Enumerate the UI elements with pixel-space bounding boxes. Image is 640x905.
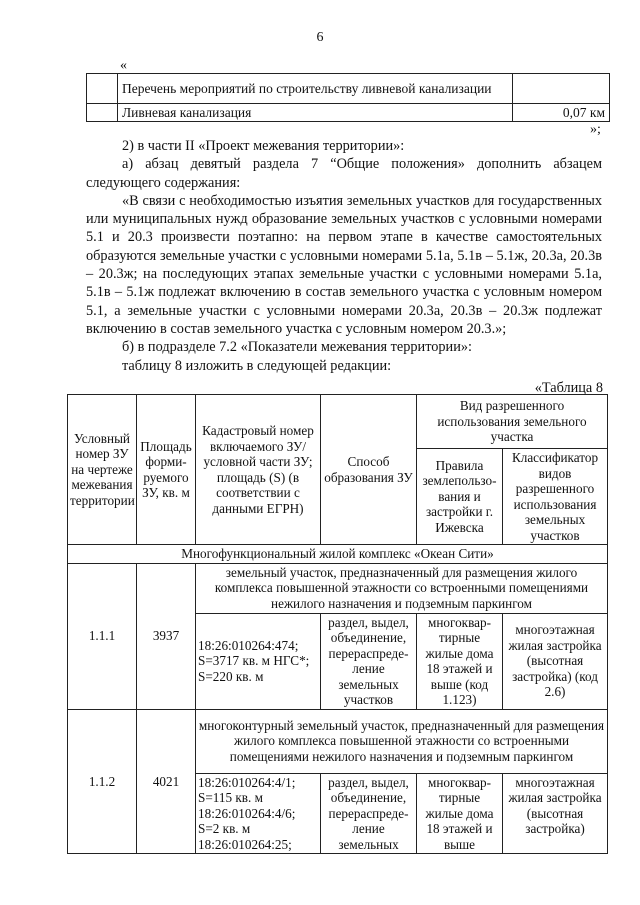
row-rules: многоквар-тирные жилые дома 18 этажей и выше (код 1.123) [417,613,503,709]
close-quote: »; [590,122,601,137]
open-quote: « [120,58,127,73]
row-method: раздел, выдел, объединение, перераспреде-ление земельных [321,773,417,854]
row-area: 4021 [137,709,196,854]
header-permitted-use: Вид разрешенного использования земельного участка [417,395,608,449]
empty-cell [87,104,118,122]
row-number: 1.1.2 [68,709,137,854]
row-cadastral: 18:26:010264:474; S=3717 кв. м НГС*; S=220 кв. м [196,613,321,709]
header-method: Способ образования ЗУ [321,395,417,545]
paragraph-quote: «В связи с необходимостью изъятия земельных участков для государственных или муниципальных нужд образование земельных участков с условными номерами 5.1 и 20.3 произвести поэтапно: на первом этапе в качестве самостоятельных образуются земельные участки с условными номерами 5.1а, 5.1в – 5.1ж, 20.3а, 20.3в – 20.3ж; на последующих этапах земельные участки с условными номерами 5.1а, 5.1в – 5.1ж подлежат включению в состав земельного участка с условным номером 5.1, а земельные участки с условными номерами 20.3а, 20.3в – 20.3ж подлежат включению в состав земельного участка с условным номером 20.3.»; [86,192,602,337]
section-title: Многофункциональный жилой комплекс «Океан Сити» [68,545,608,564]
stormwater-label: Ливневая канализация [118,104,513,122]
row-number: 1.1.1 [68,563,137,709]
row-description: многоконтурный земельный участок, предназначенный для размещения жилого комплекса повышенной этажности со встроенными помещениями нежилого назначения и подземным паркингом [196,709,608,773]
paragraph-a: а) абзац девятый раздела 7 “Общие положения» дополнить абзацем следующего содержания: [86,156,602,191]
header-classifier: Классификатор видов разрешенного использования земельных участков [503,449,608,545]
empty-cell [513,74,610,104]
paragraph-table-intro: таблицу 8 изложить в следующей редакции: [122,357,392,374]
row-classifier: многоэтажная жилая застройка (высотная застройка) [503,773,608,854]
header-area: Площадь форми-руемого ЗУ, кв. м [137,395,196,545]
empty-cell [87,74,118,104]
row-rules: многоквар-тирные жилые дома 18 этажей и выше [417,773,503,854]
table-8 [67,394,608,854]
row-method: раздел, выдел, объединение, перераспреде-ление земельных участков [321,613,417,709]
page-number: 6 [316,30,324,45]
paragraph-b: б) в подразделе 7.2 «Показатели межевания территории»: [122,339,472,356]
header-cadastral: Кадастровый номер включаемого ЗУ/ условной части ЗУ; площадь (S) (в соответствии с данными ЕГРН) [196,395,321,545]
stormwater-title: Перечень мероприятий по строительству ливневой канализации [118,74,513,104]
row-area: 3937 [137,563,196,709]
amendment-text [86,137,602,375]
header-rules: Правила землепользо-вания и застройки г. Ижевска [417,449,503,545]
paragraph-part2: 2) в части II «Проект межевания территории»: [122,138,405,154]
header-number: Условный номер ЗУ на чертеже межевания территории [68,395,137,545]
row-cadastral: 18:26:010264:4/1; S=115 кв. м 18:26:010264:4/6; S=2 кв. м 18:26:010264:25; [196,773,321,854]
row-classifier: многоэтажная жилая застройка (высотная застройка) (код 2.6) [503,613,608,709]
stormwater-value: 0,07 км [513,104,610,122]
row-description: земельный участок, предназначенный для размещения жилого комплекса повышенной этажности со встроенными помещениями нежилого назначения и подземным паркингом [196,563,608,613]
table-caption: «Таблица 8 [534,380,603,396]
stormwater-table [86,73,610,122]
